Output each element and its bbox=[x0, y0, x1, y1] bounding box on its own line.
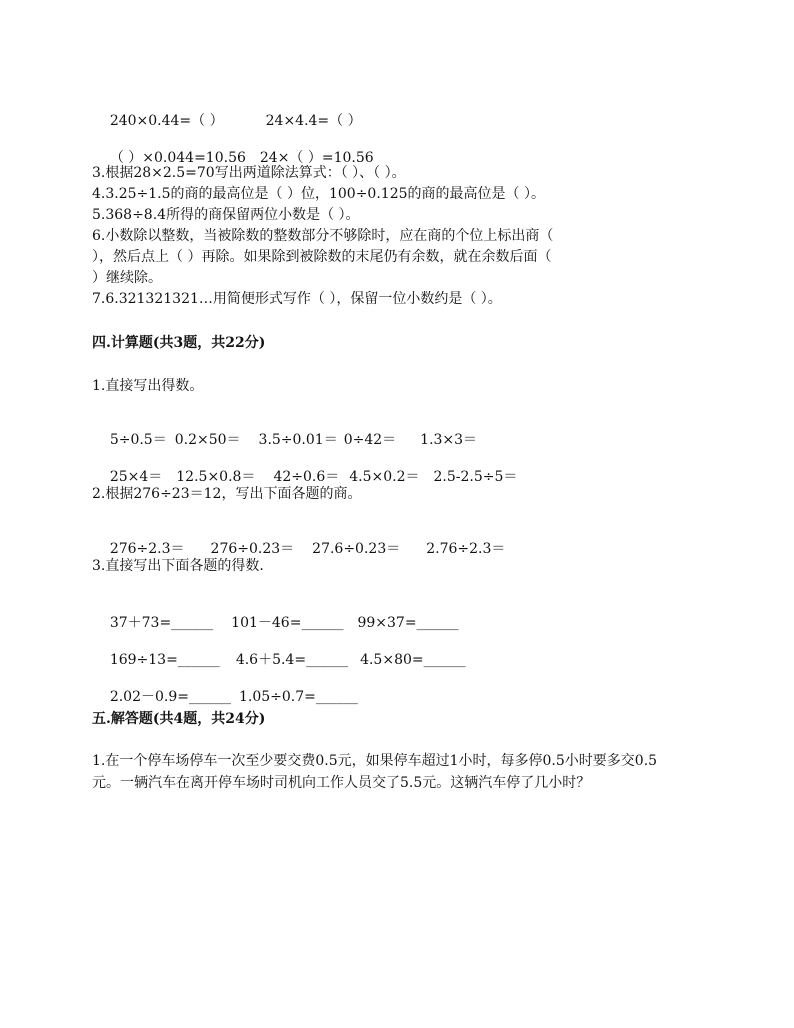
calc-item: 1.05÷0.7=______ bbox=[238, 689, 358, 705]
section-5-heading: 五.解答题(共4题，共24分) bbox=[92, 711, 266, 727]
calc-item: 3.5÷0.01＝ bbox=[258, 432, 338, 448]
calc-item: 4.5×80=______ bbox=[360, 652, 466, 668]
calc-item: 2.02－0.9=______ bbox=[109, 689, 231, 705]
expr-24x44: 24×4.4=（ ） bbox=[265, 113, 362, 129]
s5-q1-line-2: 元。一辆汽车在离开停车场时司机向工作人员交了5.5元。这辆汽车停了几小时？ bbox=[92, 775, 591, 791]
question-7: 7.6.321321321…用简便形式写作（ ），保留一位小数约是（ ）。 bbox=[92, 291, 502, 307]
calc-item: 0.2×50＝ bbox=[174, 432, 241, 448]
calc-item: 2.5-2.5÷5＝ bbox=[433, 469, 518, 485]
question-6-line-2: ），然后点上（ ）再除。如果除到被除数的末尾仍有余数，就在余数后面（ bbox=[92, 249, 552, 265]
question-5: 5.368÷8.4所得的商保留两位小数是（ ）。 bbox=[92, 207, 360, 223]
expr-blank-x0044: （ ）×0.044=10.56 bbox=[109, 150, 246, 166]
question-4: 4.3.25÷1.5的商的最高位是（ ）位，100÷0.125的商的最高位是（ ）。 bbox=[92, 186, 545, 202]
s4-q2-title: 2.根据276÷23＝12，写出下面各题的商。 bbox=[92, 486, 362, 502]
calc-item: 5÷0.5＝ bbox=[109, 432, 167, 448]
expr-240x044: 240×0.44=（ ） bbox=[109, 113, 224, 129]
calc-item: 42÷0.6＝ bbox=[273, 469, 340, 485]
calc-item: 12.5×0.8＝ bbox=[176, 469, 256, 485]
calc-item: 27.6÷0.23＝ bbox=[312, 541, 401, 557]
question-6-line-3: ）继续除。 bbox=[92, 270, 162, 286]
calc-item: 0÷42＝ bbox=[343, 432, 397, 448]
calc-item: 101－46=______ bbox=[231, 615, 344, 631]
calc-item: 37＋73=______ bbox=[109, 615, 214, 631]
calc-item: 276÷2.3＝ bbox=[109, 541, 185, 557]
calc-item: 25×4＝ bbox=[109, 469, 163, 485]
calc-item: 1.3×3＝ bbox=[420, 432, 478, 448]
calc-item: 4.5×0.2＝ bbox=[349, 469, 420, 485]
expr-24x-blank: 24×（ ）=10.56 bbox=[259, 150, 374, 166]
section-4-heading: 四.计算题(共3题，共22分) bbox=[92, 335, 266, 351]
s4-q1-title: 1.直接写出得数。 bbox=[92, 378, 204, 394]
question-3: 3.根据28×2.5=70写出两道除法算式：（ ）、（ ）。 bbox=[92, 165, 406, 181]
calc-item: 4.6＋5.4=______ bbox=[235, 652, 349, 668]
calc-item: 99×37=______ bbox=[357, 615, 459, 631]
s5-q1-line-1: 1.在一个停车场停车一次至少要交费0.5元，如果停车超过1小时，每多停0.5小时要多交0.5 bbox=[92, 753, 658, 769]
calc-item: 276÷0.23＝ bbox=[210, 541, 295, 557]
calc-item: 2.76÷2.3＝ bbox=[426, 541, 506, 557]
question-6-line-1: 6.小数除以整数，当被除数的整数部分不够除时，应在商的个位上标出商（ bbox=[92, 228, 554, 244]
s4-q3-title: 3.直接写出下面各题的得数. bbox=[92, 558, 264, 574]
calc-item: 169÷13=______ bbox=[109, 652, 220, 668]
